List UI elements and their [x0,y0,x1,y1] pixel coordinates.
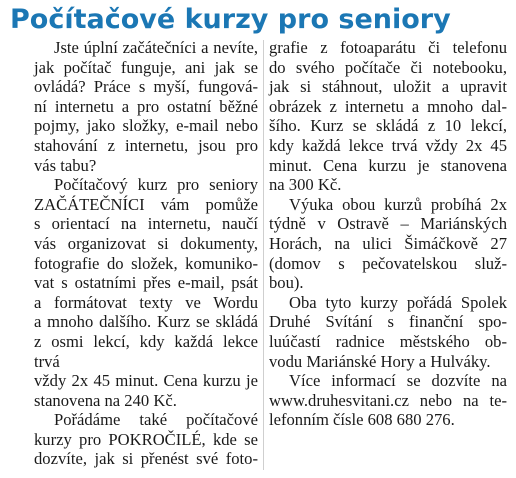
text-line: vodu Mariánské Hory a Hulváky. [269,351,491,371]
text-line: vat s ostatními přes e-mail, psát [34,273,258,293]
text-line: Jste úplní začátečníci a nevíte, [54,38,258,57]
text-line: ZAČÁTEČNÍCI vám pomůže [34,194,258,214]
paragraph-1 [34,38,258,175]
text-line: Horách, na ulici Šimáčkově 27 [269,233,507,253]
text-line: vás organizovat si dokumenty, [34,233,258,253]
paragraph-4 [269,195,507,293]
text-line: jak počítač funguje, ani jak se [34,57,258,77]
text-line: Druhé Svítání s finanční spo- [269,312,507,332]
text-line: pojmy, jako složky, e-mail nebo [34,116,258,136]
text-line: (domov s pečovatelskou služ- [269,253,507,273]
text-line: www.druhesvitani.cz nebo na te- [269,390,507,410]
text-line: kdy každá lekce trvá vždy 2x 45 [269,135,507,155]
paragraph-2 [34,175,258,410]
text-line: stahování z internetu, jsou pro [34,135,258,155]
text-line: na 300 Kč. [269,175,342,195]
article-left-column [34,38,258,469]
text-line: grafie z fotoaparátu či telefonu [269,38,507,57]
paragraph-5 [269,293,507,371]
text-line: minut. Cena kurzu je stanovena [269,155,507,175]
text-line: s orientací na internetu, naučí [34,214,258,234]
text-line: Počítačový kurz pro seniory [54,175,258,195]
text-line: do svého počítače či notebooku, [269,57,507,77]
text-line: týdně v Ostravě – Mariánských [269,214,507,234]
paragraph-3 [34,410,258,469]
text-line: jak si stáhnout, uložit a upravit [269,77,507,97]
article-right-column [269,38,507,430]
article-headline: Počítačové kurzy pro seniory [10,4,451,35]
text-line: ní internetu a pro ostatní běžné [34,96,258,116]
text-line: dozvíte, jak si přenést své foto- [34,449,258,469]
text-line: a mnoho dalšího. Kurz se skládá [34,312,258,332]
text-line: vždy 2x 45 minut. Cena kurzu je [34,371,258,391]
text-line: a formátovat texty ve Wordu [34,292,258,312]
text-line: z osmi lekcí, kdy každá lekce trvá [34,331,258,371]
text-line: stanovena na 240 Kč. [34,390,177,410]
text-line: fotografie do složek, komuniko- [34,253,258,273]
text-line: lefonním čísle 608 680 276. [269,410,455,430]
paragraph-3-continued [269,38,507,195]
text-line: Pořádáme také počítačové [54,410,258,430]
text-line: šího. Kurz se skládá z 10 lekcí, [269,116,507,136]
text-line: obrázek z internetu a mnoho dal- [269,96,507,116]
text-line: bou). [269,273,304,293]
text-line: kurzy pro POKROČILÉ, kde se [34,429,258,449]
text-line: ovládá? Práce s myší, fungová- [34,77,258,97]
text-line: luúčastí radnice městského ob- [269,331,507,351]
text-line: Výuka obou kurzů probíhá 2x [289,194,507,214]
text-line: vás tabu? [34,155,97,175]
column-divider [263,40,264,470]
text-line: Oba tyto kurzy pořádá Spolek [289,292,507,312]
paragraph-6 [269,371,507,430]
text-line: Více informací se dozvíte na [289,371,507,391]
